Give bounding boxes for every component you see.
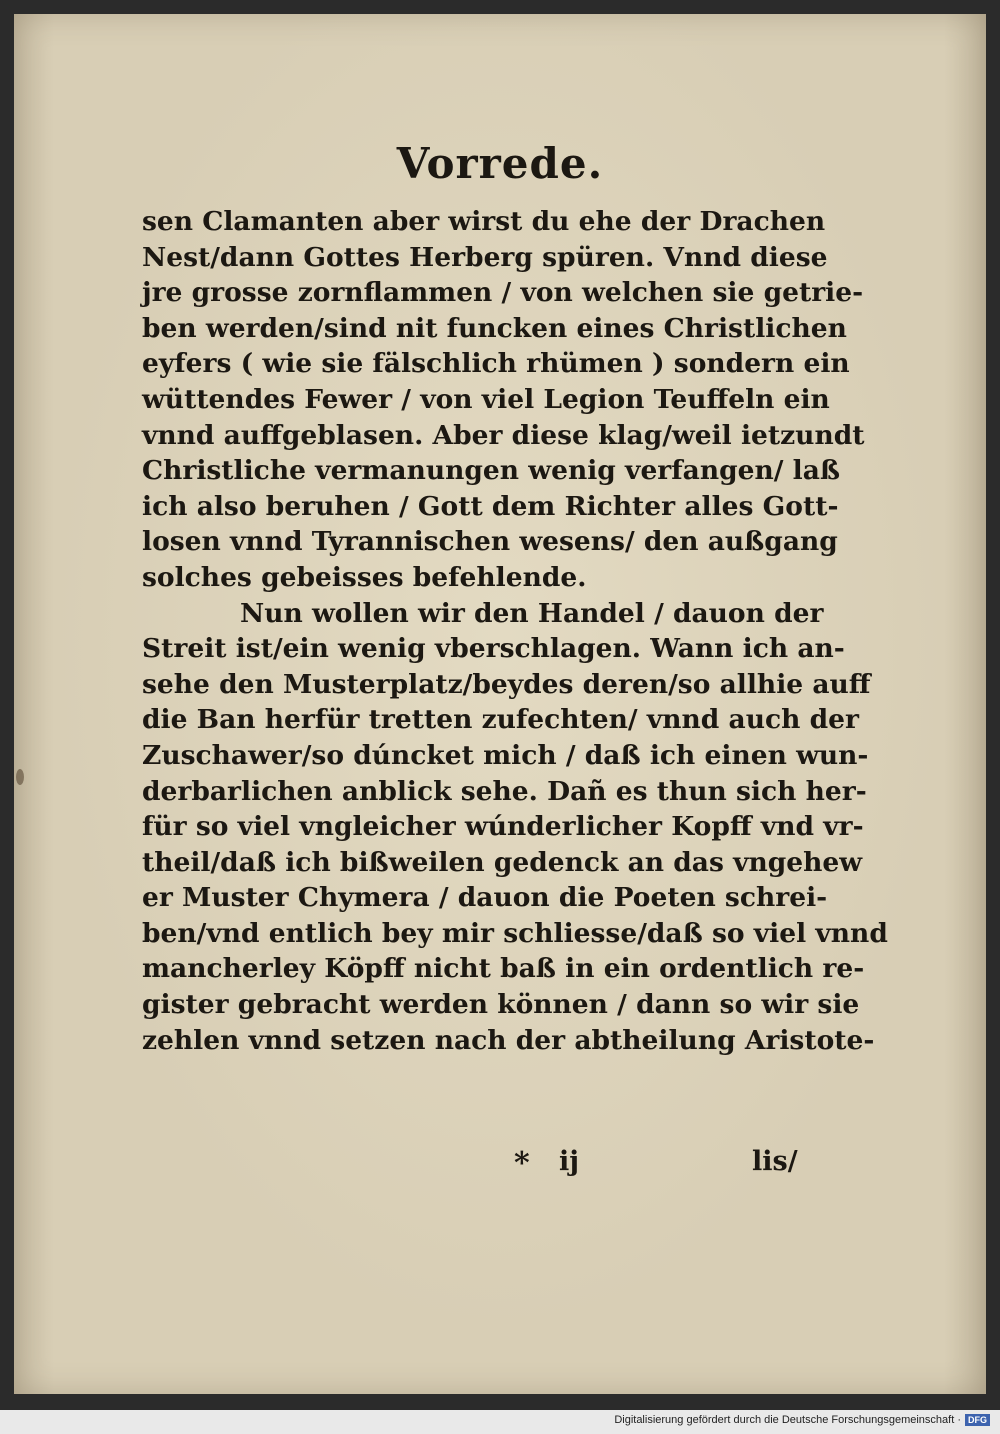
text-line: vnnd auffgeblasen. Aber diese klag/weil ietzundt [142, 419, 865, 451]
text-line: Zuschawer/so dúncket mich / daß ich einen wun- [142, 739, 869, 771]
text-line: solches gebeisses befehlende. [142, 561, 587, 593]
text-line: theil/daß ich bißweilen gedenck an das vngehew [142, 846, 863, 878]
signature-mark: * [514, 1146, 530, 1181]
text-line: eyfers ( wie sie fälschlich rhümen ) sondern ein [142, 348, 850, 380]
dfg-logo: DFG [965, 1414, 990, 1426]
text-line: zehlen vnnd setzen nach der abtheilung Aristote- [142, 1024, 875, 1056]
text-line: sehe den Musterplatz/beydes deren/so allhie auff [142, 668, 871, 700]
book-page [14, 14, 986, 1394]
text-line: mancherley Köpff nicht baß in ein ordentlich re- [142, 953, 865, 985]
text-line: jre grosse zornflammen / von welchen sie getrie- [142, 277, 864, 309]
text-line: wüttendes Fewer / von viel Legion Teuffeln ein [142, 383, 830, 415]
text-line: ben/vnd entlich bey mir schliesse/daß so viel vnnd [142, 917, 888, 949]
digitization-footer [614, 1414, 990, 1426]
body-text [142, 204, 888, 1058]
footer-credit: Digitalisierung gefördert durch die Deutsche Forschungsgemeinschaft · [614, 1414, 961, 1426]
text-line: sen Clamanten aber wirst du ehe der Drachen [142, 206, 826, 237]
text-line: Streit ist/ein wenig vberschlagen. Wann ich an- [142, 633, 845, 665]
text-line: derbarlichen anblick sehe. Dañ es thun sich her- [142, 775, 867, 807]
paragraph-start-line: Nun wollen wir den Handel / dauon der [240, 597, 824, 629]
text-line: Nest/dann Gottes Herberg spüren. Vnnd diese [142, 241, 828, 273]
running-header: Vorrede. [396, 139, 604, 188]
text-line: losen vnnd Tyrannischen wesens/ den außgang [142, 526, 838, 558]
ink-stain [16, 769, 24, 785]
text-line: gister gebracht werden können / dann so wir sie [142, 989, 860, 1021]
text-line: die Ban herfür tretten zufechten/ vnnd auch der [142, 704, 859, 736]
text-line: ben werden/sind nit funcken eines Christlichen [142, 312, 847, 344]
text-line: für so viel vngleicher wúnderlicher Kopff vnd vr- [142, 811, 864, 843]
signature-number: ij [559, 1146, 580, 1177]
text-line: Christliche vermanungen wenig verfangen/ laß [142, 455, 841, 487]
text-line: ich also beruhen / Gott dem Richter alles Gott- [142, 490, 839, 522]
catchword: lis/ [752, 1146, 798, 1177]
text-line: er Muster Chymera / dauon die Poeten schrei- [142, 882, 828, 914]
